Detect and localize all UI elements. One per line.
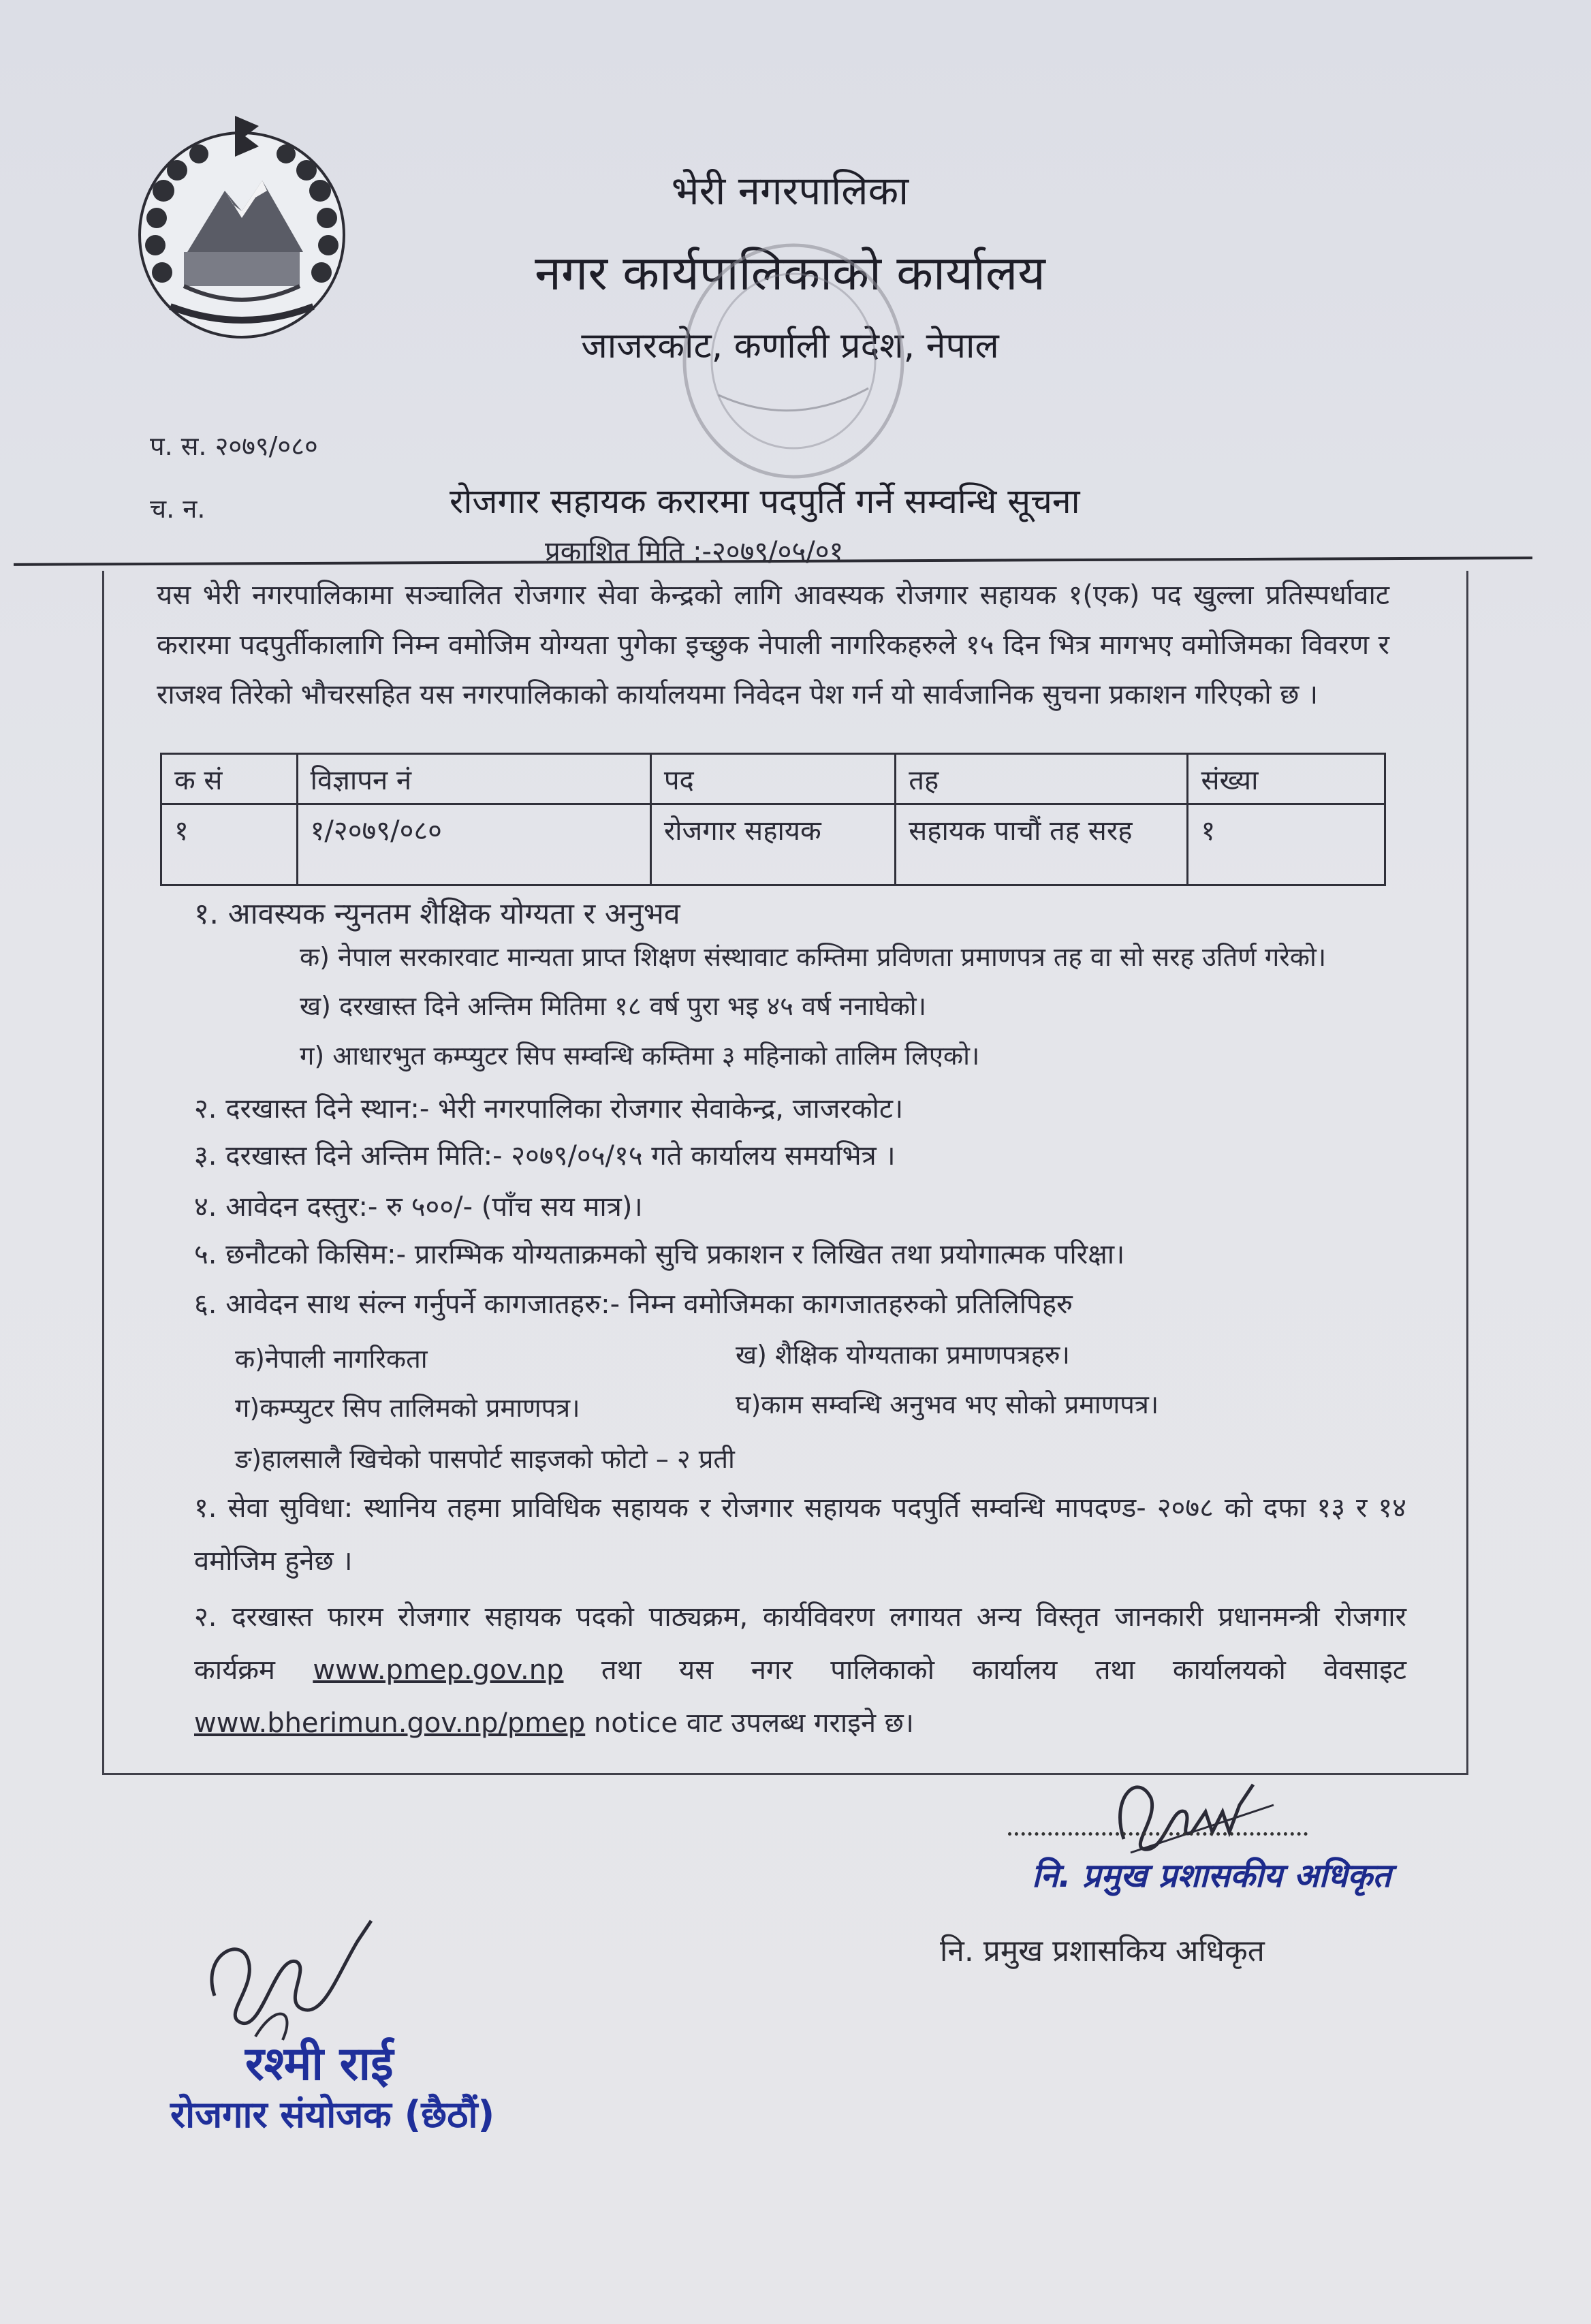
col-header-post: पद [650, 754, 895, 804]
office-name: नगर कार्यपालिकाको कार्यालय [535, 245, 1045, 301]
requirement-1: १. आवस्यक न्युनतम शैक्षिक योग्यता र अनुभव [194, 897, 680, 931]
notice-intro: यस भेरी नगरपालिकामा सञ्चालित रोजगार सेवा केन्द्रको लागि आवस्यक रोजगार सहायक १(एक) पद खुल्ला प्रतिस्पर्धावाट करारमा पदपुर्तीकालागि निम्न वमोजिम योग्यता पुगेका इच्छुक नेपाली नागरिकहरुले १५ दिन भित्र मागभए वमोजिमका विवरण र राजश्व तिरेको भौचरसहित यस नगरपालिकाको कार्यालयमा निवेदन पेश गर्न यो सार्वजानिक सुचना प्रकाशन गरिएको छ । [157, 580, 1389, 710]
document-gha: घ)काम सम्वन्धि अनुभव भए सोको प्रमाणपत्र। [736, 1389, 1159, 1419]
cell-ad-number: १/२०७९/०८० [297, 804, 650, 885]
requirement-1a: क) नेपाल सरकारवाट मान्यता प्राप्त शिक्षण संस्थावाट कम्तिमा प्रविणता प्रमाणपत्र तह वा सो सरह उतिर्ण गरेको। [300, 942, 1327, 972]
document-ka: क)नेपाली नागरिकता [235, 1344, 428, 1374]
col-header-ad-number: विज्ञापन नं [297, 754, 650, 804]
col-header-level: तह [896, 754, 1188, 804]
pmep-link[interactable]: www.pmep.gov.np [313, 1654, 564, 1686]
requirement-1c: ग) आधारभुत कम्प्युटर सिप सम्वन्धि कम्तिमा ३ महिनाको तालिम लिएको। [300, 1041, 980, 1071]
document-nga: ङ)हालसालै खिचेको पासपोर्ट साइजको फोटो – २ प्रती [235, 1444, 735, 1474]
coordinator-title: रोजगार संयोजक (छैठौं) [170, 2093, 495, 2136]
requirement-4: ४. आवेदन दस्तुर:- रु ५००/- (पाँच सय मात्र)। [194, 1191, 643, 1223]
requirement-3: ३. दरखास्त दिने अन्तिम मिति:- २०७९/०५/१५ गते कार्यालय समयभित्र । [194, 1140, 896, 1172]
office-address: जाजरकोट, कर्णाली प्रदेश, नेपाल [581, 326, 999, 366]
signature-dotted-line [1008, 1832, 1308, 1836]
officer-signature [1103, 1757, 1280, 1859]
note-2-mid: तथा यस नगर पालिकाको कार्यालय तथा कार्यालयको वेवसाइट [601, 1654, 1406, 1686]
nepal-emblem-icon [123, 109, 361, 354]
officer-title-stamp: नि. प्रमुख प्रशासकीय अधिकृत [1032, 1857, 1391, 1895]
requirement-1b: ख) दरखास्त दिने अन्तिम मितिमा १८ वर्ष पुरा भइ ४५ वर्ष ननाघेको। [300, 991, 927, 1021]
document-kha: ख) शैक्षिक योग्यताका प्रमाणपत्रहरु। [736, 1340, 1070, 1370]
vacancy-table [160, 753, 1386, 886]
requirement-5: ५. छनौटको किसिम:- प्रारम्भिक योग्यताक्रमको सुचि प्रकाशन र लिखित तथा प्रयोगात्मक परिक्षा। [194, 1239, 1125, 1270]
reference-number: प. स. २०७९/०८० [150, 431, 318, 461]
note-2-prefix: २. दरखास्त फारम रोजगार सहायक पदको पाठ्यक्रम, कार्यविवरण लगायत अन्य विस्तृत जानकारी प्रधानमन्त्री रोजगार कार्यक्रम [194, 1601, 1406, 1686]
published-date: प्रकाशित मिति :-२०७९/०५/०१ [545, 536, 844, 567]
requirement-2: २. दरखास्त दिने स्थान:- भेरी नगरपालिका रोजगार सेवाकेन्द्र, जाजरकोट। [194, 1093, 904, 1125]
requirement-6: ६. आवेदन साथ संल्न गर्नुपर्ने कागजातहरु:- निम्न वमोजिमका कागजातहरुको प्रतिलिपिहरु [194, 1289, 1073, 1320]
municipality-name: भेरी नगरपालिका [671, 168, 909, 214]
cell-count: १ [1188, 804, 1385, 885]
document-ga: ग)कम्प्युटर सिप तालिमको प्रमाणपत्र। [235, 1393, 580, 1423]
col-header-serial: क सं [161, 754, 298, 804]
cell-serial: १ [161, 804, 298, 885]
table-row [161, 804, 1385, 885]
dispatch-number: च. न. [150, 494, 206, 524]
officer-designation: नि. प्रमुख प्रशासकिय अधिकृत [940, 1934, 1265, 1968]
note-2 [194, 1590, 1406, 1750]
col-header-count: संख्या [1188, 754, 1385, 804]
note-2-suffix: notice वाट उपलब्ध गराइने छ। [593, 1708, 914, 1739]
coordinator-name: रश्मी राई [245, 2037, 394, 2091]
notice-subject: रोजगार सहायक करारमा पदपुर्ति गर्ने सम्वन्धि सूचना [450, 482, 1080, 521]
cell-level: सहायक पाचौं तह सरह [896, 804, 1188, 885]
note-1: १. सेवा सुविधा: स्थानिय तहमा प्राविधिक सहायक र रोजगार सहायक पदपुर्ति सम्वन्धि मापदण्ड- २०७८ को दफा १३ र १४ वमोजिम हुनेछ । [194, 1492, 1406, 1577]
cell-post: रोजगार सहायक [650, 804, 895, 885]
bherimun-link[interactable]: www.bherimun.gov.np/pmep [194, 1708, 586, 1739]
office-seal-stamp [664, 204, 923, 490]
table-header-row [161, 754, 1385, 804]
